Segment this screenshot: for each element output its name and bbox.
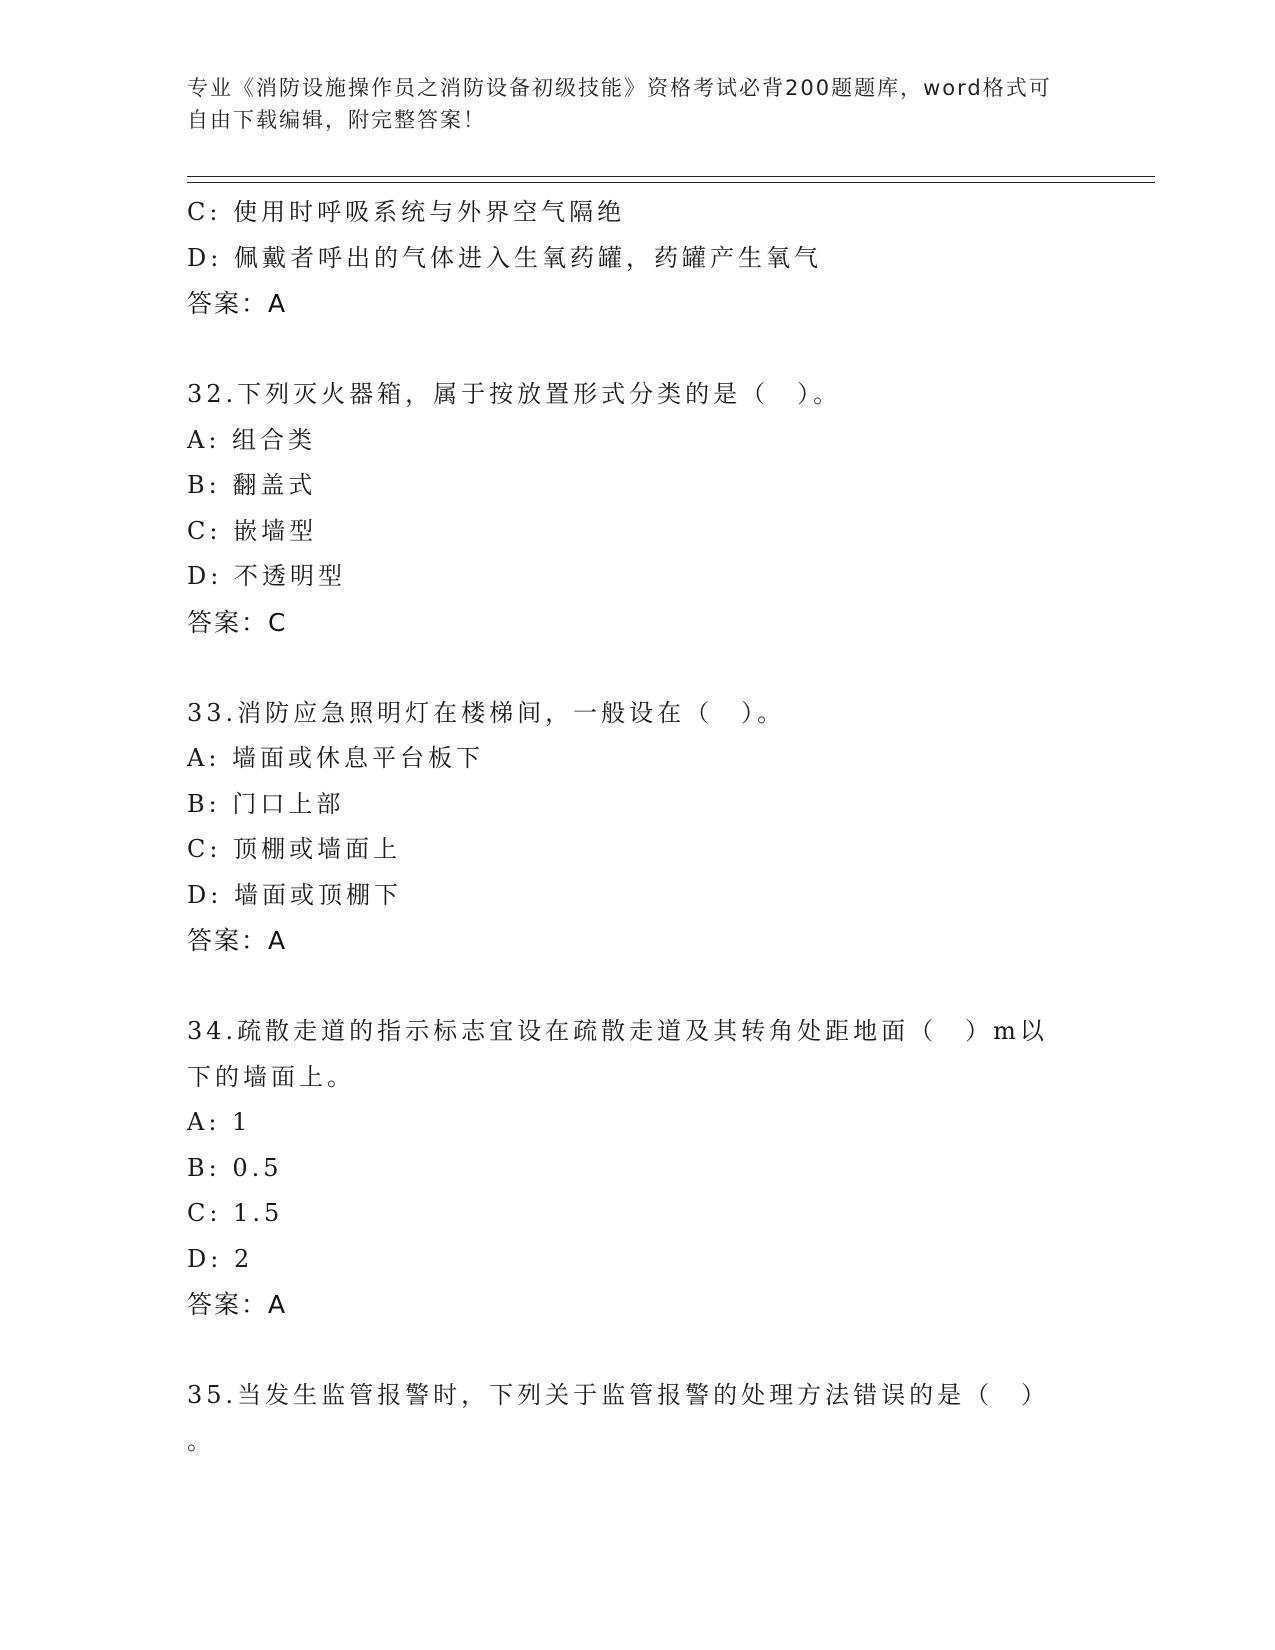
document-header: [187, 72, 1067, 136]
spacer: [187, 645, 1087, 691]
question-35: [187, 1373, 1087, 1464]
option-d: D: 佩戴者呼出的气体进入生氧药罐，药罐产生氧气: [187, 243, 822, 272]
option-a: A: 1: [187, 1108, 252, 1136]
question-32: [187, 372, 1087, 645]
question-stem-line-2: 。: [187, 1426, 215, 1455]
answer-line: 答案：A: [187, 289, 288, 318]
option-d: D: 不透明型: [187, 562, 346, 590]
question-31-continued: [187, 190, 1087, 327]
option-d: D: 墙面或顶棚下: [187, 880, 402, 909]
option-c: C: 嵌墙型: [187, 516, 318, 545]
option-b: B: 翻盖式: [187, 471, 317, 499]
option-b: B: 门口上部: [187, 789, 345, 818]
option-a: A: 组合类: [187, 425, 317, 454]
option-b: B: 0.5: [187, 1153, 283, 1182]
spacer: [187, 327, 1087, 373]
answer-line: 答案：A: [187, 1290, 288, 1319]
question-stem: 33.消防应急照明灯在楼梯间，一般设在（ ）。: [187, 698, 786, 727]
spacer: [187, 964, 1087, 1010]
option-c: C: 顶棚或墙面上: [187, 835, 402, 863]
option-a: A: 墙面或休息平台板下: [187, 744, 485, 772]
question-list: [187, 190, 1087, 1464]
answer-line: 答案：A: [187, 926, 288, 955]
question-stem-line-1: 34.疏散走道的指示标志宜设在疏散走道及其转角处距地面（ ）m以: [187, 1017, 1048, 1045]
question-stem-line-1: 35.当发生监管报警时，下列关于监管报警的处理方法错误的是（ ）: [187, 1381, 1050, 1409]
question-34: [187, 1009, 1087, 1328]
option-d: D: 2: [187, 1244, 254, 1273]
option-c: C: 1.5: [187, 1199, 284, 1227]
question-33: [187, 691, 1087, 964]
header-text: 专业《消防设施操作员之消防设备初级技能》资格考试必背200题题库，word格式可自由下载编辑，附完整答案！: [187, 76, 1052, 132]
header-divider-bottom: [187, 182, 1155, 183]
header-divider-top: [187, 176, 1155, 177]
spacer: [187, 1328, 1087, 1374]
option-c: C: 使用时呼吸系统与外界空气隔绝: [187, 198, 626, 226]
question-stem: 32.下列灭火器箱，属于按放置形式分类的是（ ）。: [187, 380, 842, 408]
question-stem-line-2: 下的墙面上。: [187, 1062, 355, 1091]
answer-line: 答案：C: [187, 607, 288, 637]
